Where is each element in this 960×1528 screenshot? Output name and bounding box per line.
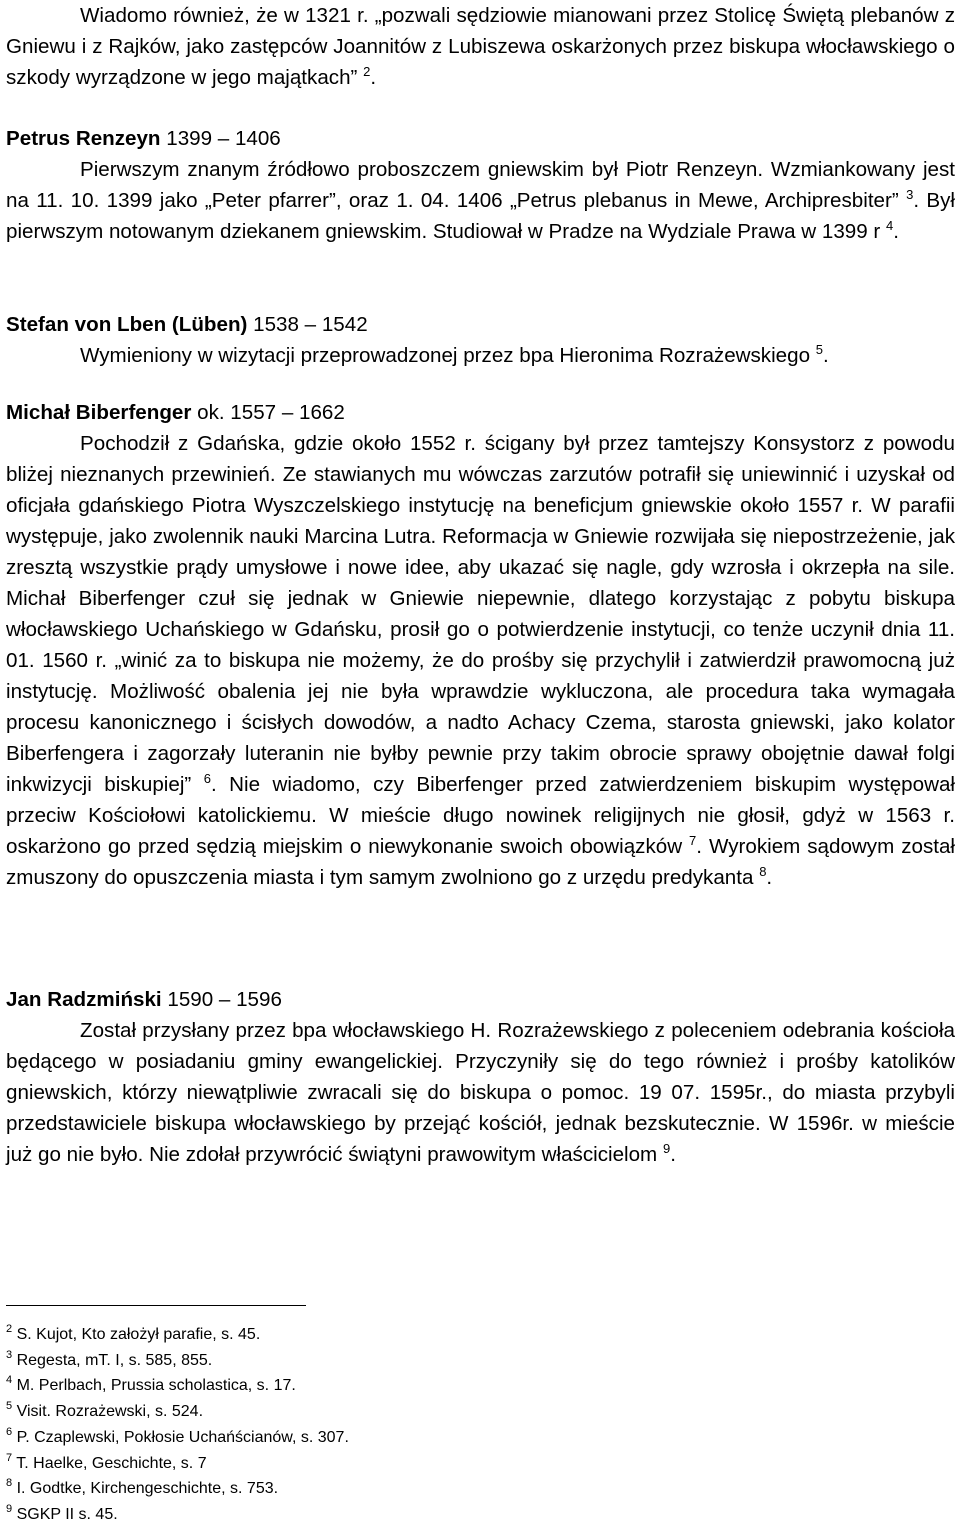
- footnote-number: 4: [6, 1374, 13, 1387]
- entry-biberfenger: [6, 397, 955, 893]
- entry-body: Pierwszym znanym źródłowo proboszczem gniewskim był Piotr Renzeyn. Wzmiankowany jest na 11. 10. 1399 jako „Peter pfarrer”, oraz 1. 04. 1406 „Petrus plebanus in Mewe, Archipresbiter” $^3$. Był pierwszym notowanym dziekanem gniewskim. Studiował w Pradze na Wydziale Prawa w 1399 r $^4$.: [6, 158, 955, 243]
- entry-name: Michał Biberfenger: [6, 401, 192, 424]
- footnote-number: 5: [6, 1400, 13, 1413]
- entry-years: ok. 1557 – 1662: [191, 401, 345, 424]
- footnote-number: 3: [6, 1348, 13, 1361]
- footnote-number: 2: [6, 1323, 13, 1335]
- entry-name: Jan Radzmiński: [6, 988, 162, 1011]
- footnote-separator: [6, 1305, 306, 1306]
- footnote-text: I. Godtke, Kirchengeschichte, s. 753.: [16, 1480, 279, 1498]
- entry-years: 1590 – 1596: [161, 988, 282, 1011]
- entry-body: Został przysłany przez bpa włocławskiego H. Rozrażewskiego z poleceniem odebrania kościoła będącego w posiadaniu gminy ewangelickiej. Przyczyniły się do tego również i prośby katolików gniewskich, którzy niewątpliwie zwracali się do biskupa o pomoc. 19 07. 1595r., do miasta przybyli przedstawiciele biskupa włocławskiego by przejąć kościół, jednak bezskutecznie. W 1596r. w mieście już go nie było. Nie zdołał przywrócić świątyni prawowitym właścicielom $^9$.: [6, 1019, 955, 1166]
- footnote-ref[interactable]: 6: [203, 771, 211, 786]
- entry-years: 1399 – 1406: [160, 127, 281, 150]
- footnote: [6, 1399, 606, 1425]
- footnote-ref[interactable]: 8: [759, 864, 767, 879]
- entry-renzeyn: [6, 123, 955, 247]
- entry-lben: [6, 309, 955, 371]
- entry-heading: [6, 984, 955, 1015]
- entry-body: Wymieniony w wizytacji przeprowadzonej przez bpa Hieronima Rozrażewskiego $^5$.: [80, 342, 829, 367]
- footnote-text: Visit. Rozrażewski, s. 524.: [16, 1403, 204, 1421]
- footnotes: [6, 1322, 606, 1528]
- footnote-number: 8: [6, 1477, 13, 1490]
- footnote: [6, 1451, 606, 1477]
- footnote-number: 7: [6, 1451, 13, 1464]
- footnote-ref[interactable]: 5: [815, 342, 824, 357]
- footnote-ref[interactable]: 9: [662, 1141, 671, 1156]
- footnote: [6, 1373, 606, 1399]
- footnote-text: P. Czaplewski, Pokłosie Uchańścianów, s. 307.: [16, 1428, 349, 1446]
- footnote: [6, 1502, 606, 1528]
- entry-radzminski: [6, 984, 955, 1170]
- footnote-text: SGKP II s. 45.: [16, 1505, 118, 1523]
- footnote-ref[interactable]: 7: [689, 833, 697, 848]
- footnote: [6, 1425, 606, 1451]
- footnote-ref[interactable]: 4: [886, 218, 894, 233]
- entry-years: 1538 – 1542: [247, 313, 368, 336]
- footnote: [6, 1348, 606, 1374]
- footnote-text: S. Kujot, Kto założył parafie, s. 45.: [16, 1326, 261, 1343]
- entry-heading: [6, 309, 955, 340]
- footnote-text: Regesta, mT. I, s. 585, 855.: [16, 1351, 213, 1369]
- footnote-number: 9: [6, 1502, 13, 1515]
- footnote: [6, 1322, 606, 1348]
- intro-text: Wiadomo również, że w 1321 r. „pozwali sędziowie mianowani przez Stolicę Świętą plebanów z Gniewu i z Rajków, jako zastępców Joannitów z Lubiszewa oskarżonych przez biskupa włocławskiego o szkody wyrządzone w jego majątkach”: [6, 4, 955, 89]
- entry-name: Petrus Renzeyn: [6, 127, 161, 150]
- entry-heading: [6, 123, 955, 154]
- entry-body: Pochodził z Gdańska, gdzie około 1552 r. ścigany był przez tamtejszy Konsystorz z powodu bliżej nieznanych przewinień. Ze stawianych mu wówczas zarzutów potrafił się uniewinnić i uzyskał od oficjała gdańskiego Piotra Wyszczelskiego instytucję na beneficjum gniewskie około 1557 r. W parafii występuje, jako zwolennik nauki Marcina Lutra. Reformacja w Gniewie rozwijała się niepostrzeżenie, jak zresztą wszystkie prądy umysłowe i nowe idee, aby ukazać się nagle, gdy wzrosła i okrzepła na sile. Michał Biberfenger czuł się jednak w Gniewie niepewnie, dlatego korzystając z pobytu biskupa włocławskiego Uchańskiego w Gdańsku, prosił go o potwierdzenie instytucji, co tenże uczynił dnia 11. 01. 1560 r. „winić za to biskupa nie możemy, że do prośby się przychylił i zatwierdził prawomocną już instytucję. Możliwość obalenia jej nie była wprawdzie wykluczona, ale procedura taka wymagała procesu kanonicznego i ścisłych dowodów, a nadto Achacy Czema, starosta gniewski, jako kolator Biberfengera i zagorzały luteranin nie byłby pewnie przy takim obrocie sprawy obojętnie dawał folgi inkwizycji biskupiej” $^6$. Nie wiadomo, czy Biberfenger przed zatwierdzeniem biskupim występował przeciw Kościołowi katolickiemu. W mieście długo nowinek religijnych nie głosił, gdyż w 1563 r. oskarżono go przed sędzią miejskim o niewykonanie swoich obowiązków $^7$. Wyrokiem sądowym został zmuszony do opuszczenia miasta i tym samym zwolniono go z urzędu predykanta $^8$.: [6, 432, 955, 889]
- intro-paragraph: Wiadomo również, że w 1321 r. „pozwali sędziowie mianowani przez Stolicę Świętą plebanów z Gniewu i z Rajków, jako zastępców Joannitów z Lubiszewa oskarżonych przez biskupa włocławskiego o szkody wyrządzone w jego majątkach” $^2$.: [6, 4, 955, 89]
- footnote-ref[interactable]: 3: [906, 187, 914, 202]
- footnote-text: T. Haelke, Geschichte, s. 7: [16, 1454, 207, 1472]
- footnote-text: M. Perlbach, Prussia scholastica, s. 17.: [16, 1377, 296, 1395]
- intro-block: [6, 0, 955, 93]
- footnote-number: 6: [6, 1425, 13, 1438]
- entry-heading: [6, 397, 955, 428]
- footnote: [6, 1476, 606, 1502]
- footnote-ref[interactable]: 2: [363, 64, 371, 79]
- entry-name: Stefan von Lben (Lüben): [6, 313, 248, 336]
